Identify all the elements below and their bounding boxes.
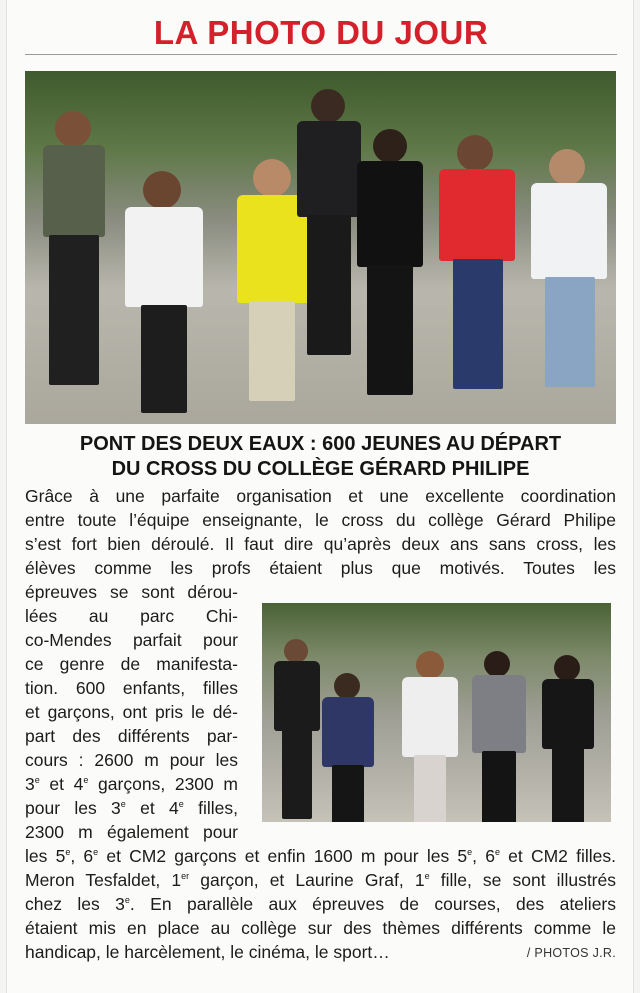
article-headline: PONT DES DEUX EAUX : 600 JEUNES AU DÉPART DU CROSS DU COLLÈGE GÉRARD PHILIPE xyxy=(79,433,562,480)
article-line: handicap, le harcèlement, le cinéma, le sport… xyxy=(25,942,390,962)
article-line: s’est fort bien déroulé. Il faut dire qu’après deux ans sans cross, les xyxy=(25,534,616,554)
article-line: 2300 m également pour xyxy=(25,822,238,842)
article-line: 3e et 4e garçons, 2300 m xyxy=(25,774,238,794)
page-title: LA PHOTO DU JOUR xyxy=(25,14,617,52)
main-photo xyxy=(25,71,616,424)
article-line: épreuves se sont dérou- xyxy=(25,582,238,602)
masthead-rule xyxy=(25,54,617,55)
article-line: étaient mis en place au collège sur des thèmes différents comme le xyxy=(25,918,616,938)
article-line: cours : 2600 m pour les xyxy=(25,750,238,770)
article-line: lées au parc Chi- xyxy=(25,606,238,626)
article-line: part des différents par- xyxy=(25,726,238,746)
article-line: entre toute l’équipe enseignante, le cross du collège Gérard Philipe xyxy=(25,510,616,530)
masthead xyxy=(25,14,617,58)
article-line: tion. 600 enfants, filles xyxy=(25,678,238,698)
article-line: co-Mendes parfait pour xyxy=(25,630,238,650)
article-line: Meron Tesfaldet, 1er garçon, et Laurine Graf, 1e fille, se sont illustrés xyxy=(25,870,616,890)
article-line: ce genre de manifesta- xyxy=(25,654,238,674)
photo-credit: / PHOTOS J.R. xyxy=(526,946,616,960)
article-line: élèves comme les profs étaient plus que motivés. Toutes les xyxy=(25,558,616,578)
article-line: Grâce à une parfaite organisation et une excellente coordination xyxy=(25,486,616,506)
article-line: les 5e, 6e et CM2 garçons et enfin 1600 m pour les 5e, 6e et CM2 filles. xyxy=(25,846,616,866)
secondary-photo xyxy=(262,603,611,822)
article-line: et garçons, ont pris le dé- xyxy=(25,702,238,722)
article-line: chez les 3e. En parallèle aux épreuves de courses, des ateliers xyxy=(25,894,617,914)
article-line: pour les 3e et 4e filles, xyxy=(25,798,238,818)
